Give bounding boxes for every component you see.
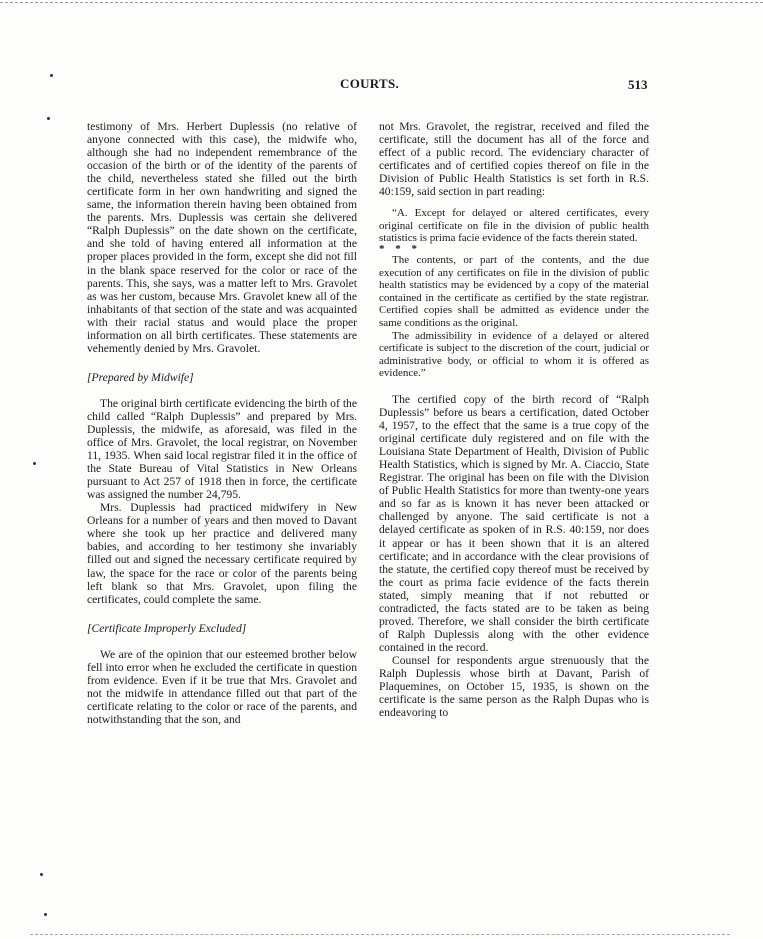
paragraph: Counsel for respondents argue strenuously that the Ralph Duplessis whose birth at Davant, Parish of Plaquemines, on October 15, 1935, is shown on the certificate is the same person as the Ralph Dupas who is endeavoring to [379, 653, 649, 720]
page-number: 513 [628, 77, 648, 92]
ellipsis-asterisks: * * * [379, 243, 421, 256]
right-column [379, 120, 649, 719]
running-header-title: COURTS. [340, 76, 400, 91]
margin-mark [50, 74, 53, 77]
section-heading: [Prepared by Midwife] [87, 370, 194, 384]
bottom-rule [30, 934, 730, 935]
paragraph: Mrs. Duplessis had practiced midwifery in New Orleans for a number of years and then moved to Davant where she took up her practice and delivered many babies, and according to her testimony she invariably filled out and signed the necessary certificate required by law, the space for the race or color of the parents being left blank so that Mrs. Gravolet, upon filing the certificates, could complete the same. [87, 501, 357, 606]
margin-mark [47, 117, 50, 120]
margin-mark [33, 462, 36, 465]
quote-paragraph: “A. Except for delayed or altered certificates, every original certificate on file in the division of public health statistics is prima facie evidence of the facts therein stated. [379, 207, 649, 245]
paragraph: The original birth certificate evidencing the birth of the child called “Ralph Duplessis” and prepared by Mrs. Duplessis, the midwife, as aforesaid, was filed in the office of Mrs. Gravolet, the local registrar, on November 11, 1935. When said local registrar filed it in the office of the State Bureau of Vital Statistics in New Orleans pursuant to Act 257 of 1918 then in force, the certificate was assigned the number 24,795. [87, 396, 357, 502]
top-rule [0, 2, 763, 3]
paragraph: not Mrs. Gravolet, the registrar, received and filed the certificate, still the document has all of the force and effect of a public record. The evidenciary character of certificates and of certified copies thereof on file in the Division of Public Health Statistics is set forth in R.S. 40:159, said section in part reading: [379, 120, 649, 199]
margin-mark [40, 873, 43, 876]
margin-mark [44, 913, 47, 916]
section-heading: [Certificate Improperly Excluded] [87, 621, 247, 635]
statute-quote [379, 207, 649, 380]
quote-paragraph: The contents, or part of the contents, and the due execution of any certificates on file in the division of public health statistics may be evidenced by a copy of the material contained in the certificate as certified by the state registrar. Certified copies shall be admitted as evidence under the same conditions as the original. [379, 254, 649, 330]
quote-paragraph: The admissibility in evidence of a delayed or altered certificate is subject to the discretion of the court, judicial or administrative body, or official to whom it is offered as evidence.” [379, 329, 649, 380]
left-column [87, 120, 357, 726]
paragraph: We are of the opinion that our esteemed brother below fell into error when he excluded the certificate in question from evidence. Even if it be true that Mrs. Gravolet and not the midwife in attendance filled out that part of the certificate relating to the color or race of the parents, and notwithstanding that the son, and [87, 647, 357, 726]
paragraph: The certified copy of the birth record of “Ralph Duplessis” before us bears a certification, dated October 4, 1957, to the effect that the same is a true copy of the original certificate duly registered and on file with the Louisiana State Department of Health, Division of Public Health Statistics, which is signed by Mr. A. Ciaccio, State Registrar. The original has been on file with the Division of Public Health Statistics for more than twenty-one years and so far as is known it has never been attacked or challenged by anyone. The said certificate is not a delayed certificate as spoken of in R.S. 40:159, nor does it appear or has it been shown that it is an altered certificate; and in accordance with the clear provisions of the statute, the certified copy thereof must be received by the court as prima facie evidence of the facts therein stated, simply meaning that if not rebutted or contradicted, the facts stated are to be taken as being proved. Therefore, we shall consider the birth certificate of Ralph Duplessis along with the other evidence contained in the record. [379, 393, 649, 654]
paragraph: testimony of Mrs. Herbert Duplessis (no relative of anyone connected with this case), the midwife who, although she had no independent remembrance of the occasion of the birth or of the identity of the parents of the child, nevertheless stated she filled out the birth certificate form in her own handwriting and signed the same, the information therein having been obtained from the parents. Mrs. Duplessis was certain she delivered “Ralph Duplessis” on the date shown on the certificate, and she told of having entered all information at the proper places provided in the form, except she did not fill in the blank space reserved for the color or race of the parents. This, she says, was a matter left to Mrs. Gravolet as was her custom, because Mrs. Gravolet knew all of the inhabitants of that section of the state and was acquainted with their racial status and would place the proper information on all birth certificates. These statements are vehemently denied by Mrs. Gravolet. [87, 120, 357, 355]
